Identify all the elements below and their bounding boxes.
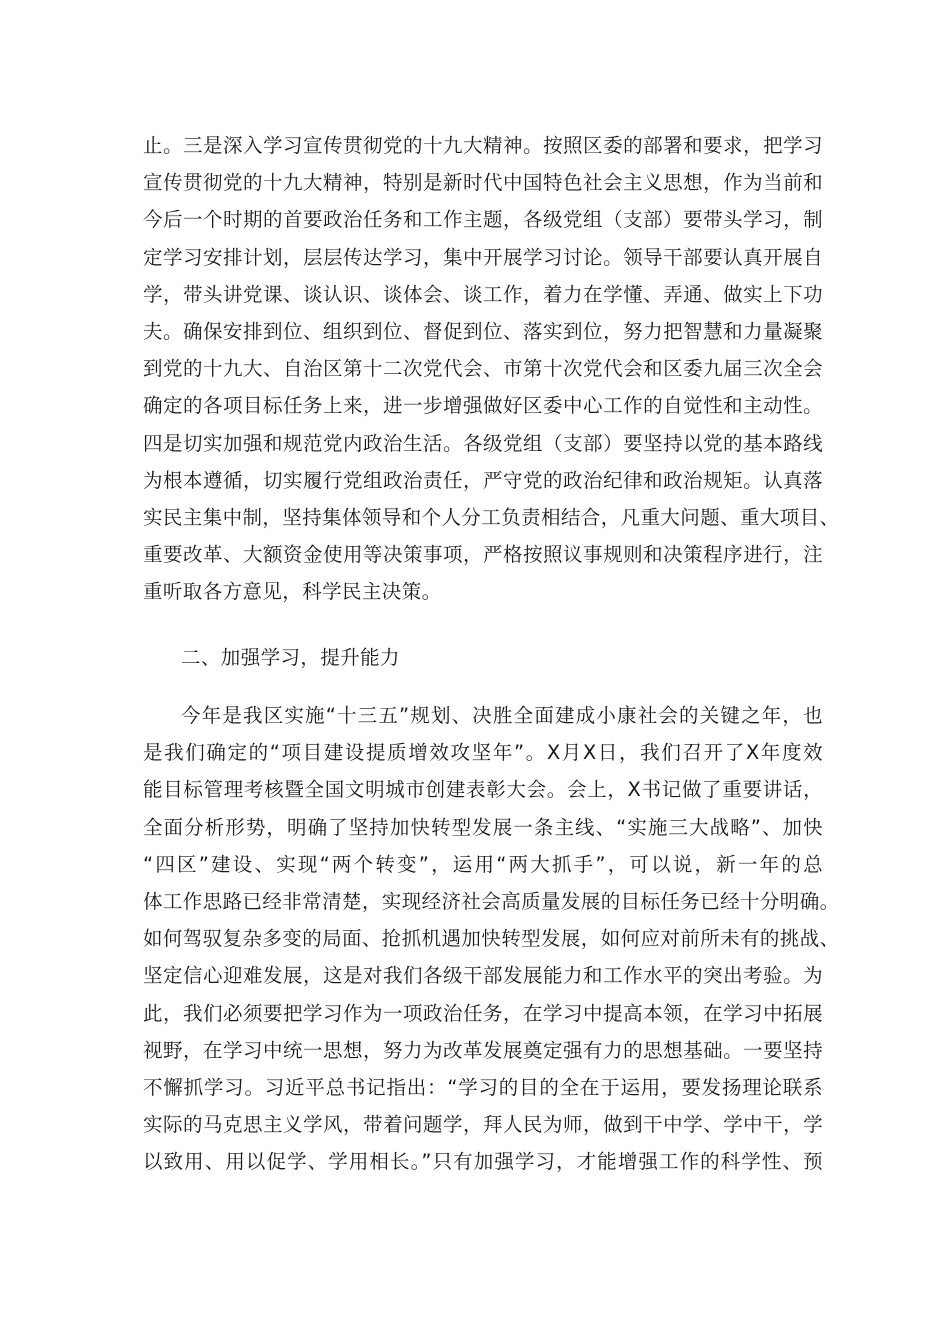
text-line: 定学习安排计划，层层传达学习，集中开展学习讨论。领导干部要认真开展自 — [143, 245, 823, 269]
text-line: 学，带头讲党课、谈认识、谈体会、谈工作，着力在学懂、弄通、做实上下功 — [143, 282, 823, 306]
text-line: 实民主集中制，坚持集体领导和个人分工负责相结合，凡重大问题、重大项目、 — [143, 505, 840, 529]
text-line: 重要改革、大额资金使用等决策事项，严格按照议事规则和决策程序进行，注 — [143, 543, 823, 567]
text-line: 能目标管理考核暨全国文明城市创建表彰大会。会上，X书记做了重要讲话， — [143, 778, 823, 802]
text-line: 到党的十九大、自治区第十二次党代会、市第十次党代会和区委九届三次全会 — [143, 357, 823, 381]
paragraph — [143, 697, 840, 1180]
text-line: 不懈抓学习。习近平总书记指出：“学习的目的全在于运用，要发扬理论联系 — [143, 1075, 823, 1099]
text-line: 坚定信心迎难发展，这是对我们各级干部发展能力和工作水平的突出考验。为 — [143, 964, 823, 988]
text-line: “四区”建设、实现“两个转变”，运用“两大抓手”，可以说，新一年的总 — [143, 852, 823, 876]
text-line: 体工作思路已经非常清楚，实现经济社会高质量发展的目标任务已经十分明确。 — [143, 889, 840, 913]
text-line: 视野，在学习中统一思想，努力为改革发展奠定强有力的思想基础。一要坚持 — [143, 1038, 823, 1062]
paragraph-continuation — [143, 127, 840, 610]
text-line: 以致用、用以促学、学用相长。”只有加强学习，才能增强工作的科学性、预 — [143, 1150, 823, 1174]
text-line: 全面分析形势，明确了坚持加快转型发展一条主线、“实施三大战略”、加快 — [143, 815, 823, 839]
text-line: 四是切实加强和规范党内政治生活。各级党组（支部）要坚持以党的基本路线 — [143, 431, 823, 455]
text-line: 实际的马克思主义学风，带着问题学，拜人民为师，做到干中学、学中干，学 — [143, 1113, 823, 1137]
text-line: 如何驾驭复杂多变的局面、抢抓机遇加快转型发展，如何应对前所未有的挑战、 — [143, 927, 840, 951]
text-line: 重听取各方意见，科学民主决策。 — [143, 580, 442, 604]
text-line: 此，我们必须要把学习作为一项政治任务，在学习中提高本领，在学习中拓展 — [143, 1001, 823, 1025]
text-line: 今年是我区实施“十三五”规划、决胜全面建成小康社会的关键之年，也 — [181, 704, 823, 727]
text-line: 夫。确保安排到位、组织到位、督促到位、落实到位，努力把智慧和力量凝聚 — [143, 319, 823, 343]
text-line: 今后一个时期的首要政治任务和工作主题，各级党组（支部）要带头学习，制 — [143, 208, 823, 232]
text-line: 为根本遵循，切实履行党组政治责任，严守党的政治纪律和政治规矩。认真落 — [143, 468, 823, 492]
section-heading: 二、加强学习，提升能力 — [181, 646, 400, 669]
text-line: 宣传贯彻党的十九大精神，特别是新时代中国特色社会主义思想，作为当前和 — [143, 171, 823, 195]
text-line: 是我们确定的“项目建设提质增效攻坚年”。X月X日，我们召开了X年度效 — [143, 741, 823, 765]
text-line: 确定的各项目标任务上来，进一步增强做好区委中心工作的自觉性和主动性。 — [143, 394, 823, 418]
text-line: 止。三是深入学习宣传贯彻党的十九大精神。按照区委的部署和要求，把学习 — [143, 134, 823, 157]
